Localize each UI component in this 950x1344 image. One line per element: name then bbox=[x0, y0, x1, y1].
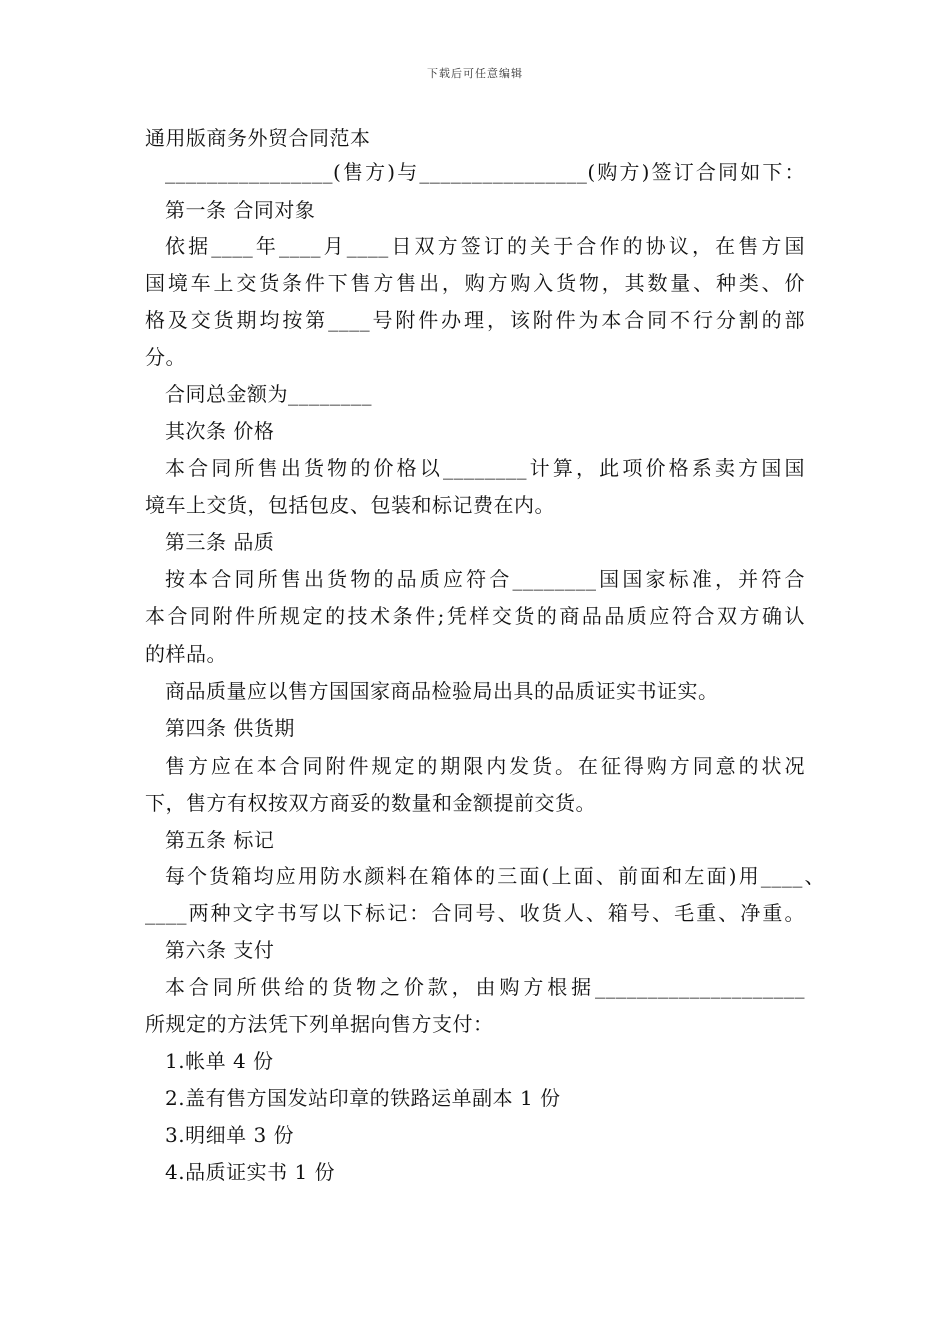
document-title: 通用版商务外贸合同范本 bbox=[145, 126, 371, 150]
header-note: 下载后可任意编辑 bbox=[427, 67, 523, 80]
article-6-para-line-1: 本合同所供给的货物之价款，由购方根据____________________ bbox=[165, 975, 805, 999]
article-3-para-line-1: 按本合同所售出货物的品质应符合________国国家标准，并符合 bbox=[165, 567, 805, 591]
total-amount-line: 合同总金额为________ bbox=[165, 382, 372, 406]
article-5-para-line-1: 每个货箱均应用防水颜料在箱体的三面(上面、前面和左面)用____、 bbox=[165, 864, 825, 888]
article-5-para-line-2: ____两种文字书写以下标记：合同号、收货人、箱号、毛重、净重。 bbox=[145, 901, 805, 925]
document-list-item-3: 3.明细单 3 份 bbox=[165, 1123, 295, 1147]
article-2-para-line-1: 本合同所售出货物的价格以________计算，此项价格系卖方国国 bbox=[165, 456, 805, 480]
article-4-para-line-2: 下，售方有权按双方商妥的数量和金额提前交货。 bbox=[145, 791, 596, 815]
article-3-para-line-3: 的样品。 bbox=[145, 642, 227, 666]
parties-line: ________________(售方)与________________(购方)签订合同如下： bbox=[165, 160, 805, 184]
article-3-para-line-2: 本合同附件所规定的技术条件;凭样交货的商品品质应符合双方确认 bbox=[145, 604, 805, 628]
article-4-para-line-1: 售方应在本合同附件规定的期限内发货。在征得购方同意的状况 bbox=[165, 754, 805, 778]
article-6-para-line-2: 所规定的方法凭下列单据向售方支付： bbox=[145, 1012, 494, 1036]
article-6-heading: 第六条 支付 bbox=[165, 938, 275, 962]
article-4-heading: 第四条 供货期 bbox=[165, 716, 295, 740]
document-list-item-1: 1.帐单 4 份 bbox=[165, 1049, 274, 1073]
article-1-para-line-1: 依据____年____月____日双方签订的关于合作的协议，在售方国 bbox=[165, 234, 805, 258]
article-1-heading: 第一条 合同对象 bbox=[165, 198, 316, 222]
document-list-item-4: 4.品质证实书 1 份 bbox=[165, 1160, 336, 1184]
article-3-heading: 第三条 品质 bbox=[165, 530, 275, 554]
article-5-heading: 第五条 标记 bbox=[165, 828, 275, 852]
article-1-para-line-4: 分。 bbox=[145, 345, 186, 369]
article-1-para-line-2: 国境车上交货条件下售方售出，购方购入货物，其数量、种类、价 bbox=[145, 271, 805, 295]
article-2-para-line-2: 境车上交货，包括包皮、包装和标记费在内。 bbox=[145, 493, 555, 517]
article-1-para-line-3: 格及交货期均按第____号附件办理，该附件为本合同不行分割的部 bbox=[145, 308, 805, 332]
article-2-heading: 其次条 价格 bbox=[165, 419, 275, 443]
document-list-item-2: 2.盖有售方国发站印章的铁路运单副本 1 份 bbox=[165, 1086, 561, 1110]
article-3-para-2: 商品质量应以售方国国家商品检验局出具的品质证实书证实。 bbox=[165, 679, 719, 703]
